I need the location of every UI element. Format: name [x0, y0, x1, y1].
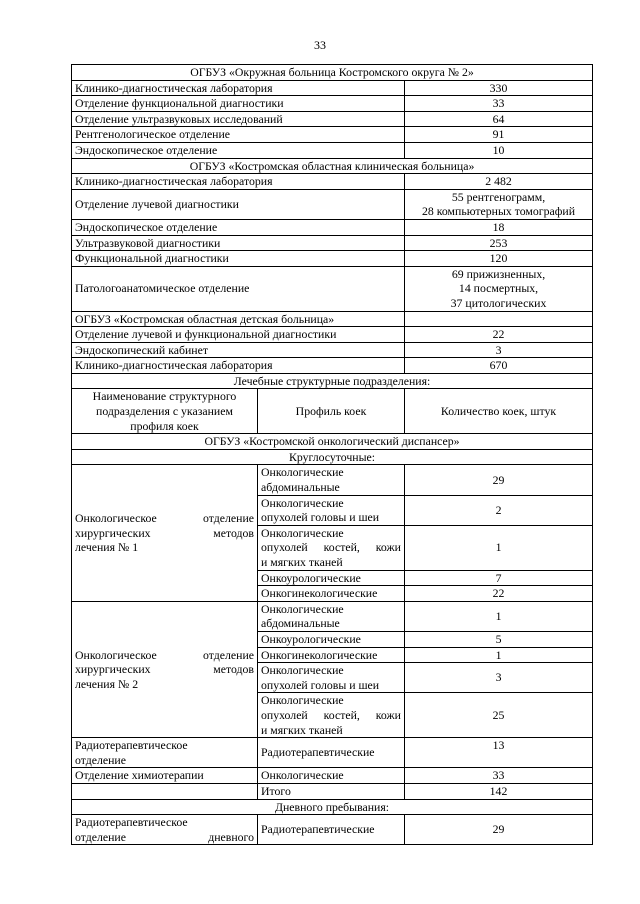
column-header: Наименование структурного подразделения с указанием профиля коек: [72, 389, 258, 434]
table-row: Клинико-диагностическая лаборатория 670: [72, 358, 593, 374]
table-row: Радиотерапевтическое отделение дневного Радиотерапевтические 29: [72, 815, 593, 845]
table-row: Эндоскопическое отделение 18: [72, 219, 593, 235]
table-row: Отделение лучевой и функциональной диагностики 22: [72, 327, 593, 343]
total-row: Итого 142: [72, 783, 593, 799]
table-row: Онкологическое отделение хирургических методов лечения № 1 Онкологические абдоминальные 29: [72, 465, 593, 495]
table-row: Онкоурологические 5: [72, 631, 593, 647]
table-row: Онкологические опухолей костей, кожи и мягких тканей 25: [72, 693, 593, 738]
table-row: Радиотерапевтическое отделение Радиотерапевтические 13: [72, 738, 593, 768]
column-header: Профиль коек: [258, 389, 405, 434]
section-header: Лечебные структурные подразделения:: [72, 373, 593, 389]
table-row: Отделение химиотерапии Онкологические 33: [72, 768, 593, 784]
section-header: ОГБУЗ «Костромской онкологический диспансер»: [72, 434, 593, 450]
table-row: Онкогинекологические 22: [72, 586, 593, 602]
table-row: Эндоскопическое отделение 10: [72, 142, 593, 158]
page-number: 33: [314, 38, 326, 52]
section-header: ОГБУЗ «Костромская областная детская больница»: [72, 311, 405, 327]
facilities-table: [71, 64, 593, 845]
section-header: ОГБУЗ «Костромская областная клиническая больница»: [72, 158, 593, 174]
table-row: Отделение функциональной диагностики 33: [72, 96, 593, 112]
table-row: Клинико-диагностическая лаборатория 330: [72, 80, 593, 96]
table-row: Патологоанатомическое отделение 69 прижизненных, 14 посмертных, 37 цитологических: [72, 266, 593, 311]
column-header: Количество коек, штук: [405, 389, 593, 434]
department-name: Онкологическое отделение хирургических методов лечения № 1: [72, 465, 258, 601]
table-row: Рентгенологическое отделение 91: [72, 127, 593, 143]
table-row: Онкологические опухолей головы и шеи 2: [72, 495, 593, 525]
table-row: Онкогинекологические 1: [72, 647, 593, 663]
department-name: Онкологическое отделение хирургических методов лечения № 2: [72, 601, 258, 737]
column-header-row: [72, 389, 593, 434]
table-row: Клинико-диагностическая лаборатория 2 482: [72, 174, 593, 190]
table-row: Онкоурологические 7: [72, 570, 593, 586]
subsection-header: Дневного пребывания:: [72, 799, 593, 815]
subsection-header: Круглосуточные:: [72, 449, 593, 465]
table-row: [72, 311, 593, 327]
table-row: Функциональной диагностики 120: [72, 251, 593, 267]
table-row: Онкологические опухолей головы и шеи 3: [72, 663, 593, 693]
table-row: Отделение лучевой диагностики 55 рентгенограмм, 28 компьютерных томографий: [72, 189, 593, 219]
table-row: Эндоскопический кабинет 3: [72, 342, 593, 358]
table-row: Ультразвуковой диагностики 253: [72, 235, 593, 251]
table-row: Онкологические опухолей костей, кожи и мягких тканей 1: [72, 525, 593, 570]
section-header: ОГБУЗ «Окружная больница Костромского округа № 2»: [72, 65, 593, 81]
table-row: Онкологическое отделение хирургических методов лечения № 2 Онкологические абдоминальные 1: [72, 601, 593, 631]
table-row: Отделение ультразвуковых исследований 64: [72, 111, 593, 127]
